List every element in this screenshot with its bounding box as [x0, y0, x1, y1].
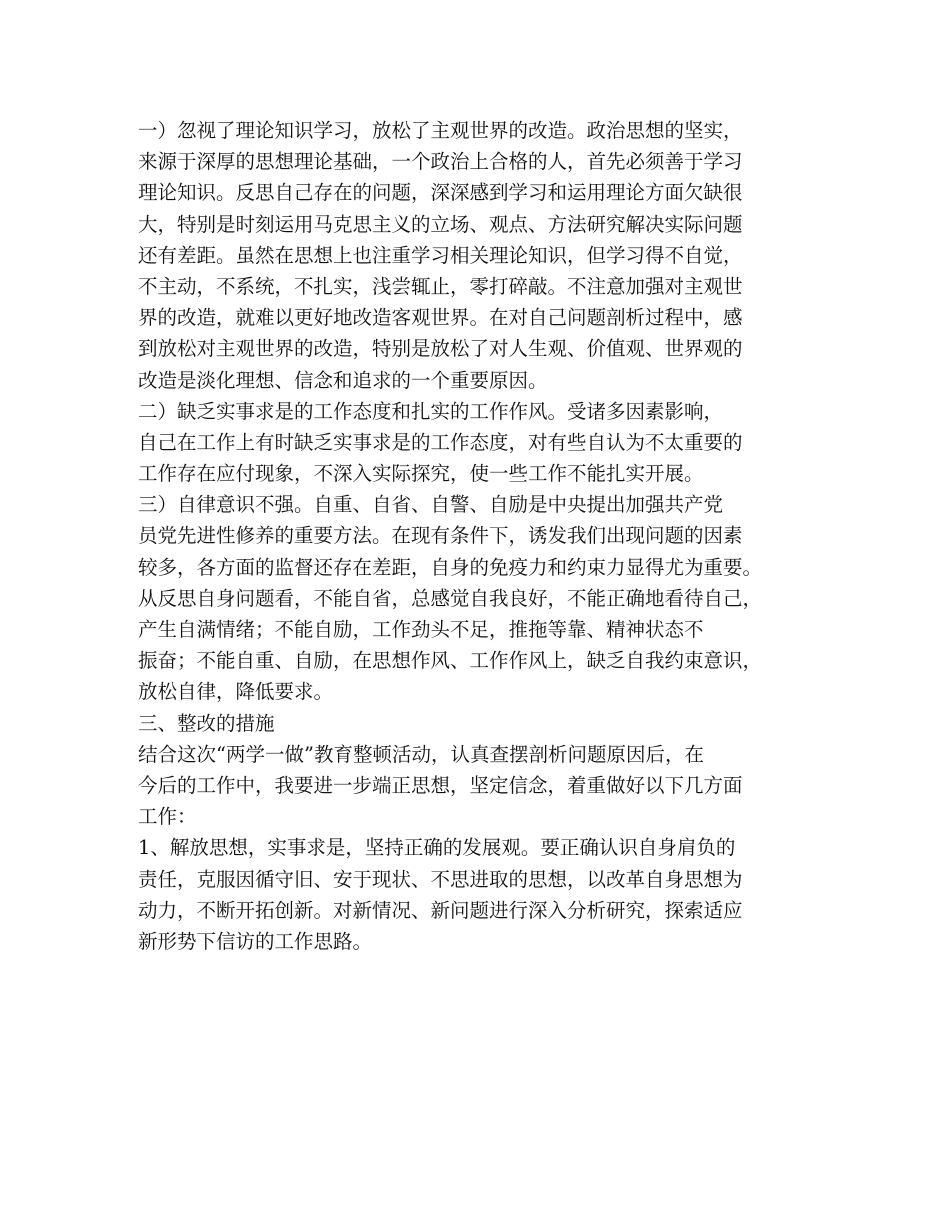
text-line: 结合这次“两学一做”教育整顿活动，认真查摆剖析问题原因后，在	[138, 742, 704, 766]
text-line: 员党先进性修养的重要方法。在现有条件下，诱发我们出现问题的因素	[138, 524, 743, 548]
text-line: 工作存在应付现象，不深入实际探究，使一些工作不能扎实开展。	[138, 462, 704, 486]
text-line: 到放松对主观世界的改造，特别是放松了对人生观、价值观、世界观的	[138, 337, 743, 361]
text-line: 工作：	[138, 805, 197, 829]
text-line: 理论知识。反思自己存在的问题，深深感到学习和运用理论方面欠缺很	[138, 181, 743, 205]
text-line: 改造是淡化理想、信念和追求的一个重要原因。	[138, 368, 548, 392]
text-line: 今后的工作中，我要进一步端正思想，坚定信念，着重做好以下几方面	[138, 773, 743, 797]
document-body	[138, 115, 838, 957]
text-line: 大，特别是时刻运用马克思主义的立场、观点、方法研究解决实际问题	[138, 212, 743, 236]
text-line: 还有差距。虽然在思想上也注重学习相关理论知识，但学习得不自觉，	[138, 243, 743, 267]
text-line: 1、解放思想，实事求是，坚持正确的发展观。要正确认识自身肩负的	[138, 836, 736, 860]
text-line: 振奋；不能自重、自励，在思想作风、工作作风上，缺乏自我约束意识，	[138, 649, 763, 673]
text-line: 不主动，不系统，不扎实，浅尝辄止，零打碎敲。不注意加强对主观世	[138, 274, 743, 298]
text-line: 新形势下信访的工作思路。	[138, 929, 373, 953]
text-line: 较多，各方面的监督还存在差距，自身的免疫力和约束力显得尤为重要。	[138, 555, 763, 579]
text-line: 界的改造，就难以更好地改造客观世界。在对自己问题剖析过程中，感	[138, 306, 743, 330]
text-line: 一）忽视了理论知识学习，放松了主观世界的改造。政治思想的坚实，	[138, 119, 743, 142]
text-line: 放松自律，降低要求。	[138, 680, 334, 704]
text-line: 二）缺乏实事求是的工作态度和扎实的工作作风。受诸多因素影响，	[138, 399, 724, 423]
text-line: 动力，不断开拓创新。对新情况、新问题进行深入分析研究，探索适应	[138, 898, 743, 922]
text-line: 从反思自身问题看，不能自省，总感觉自我良好，不能正确地看待自己，	[138, 586, 763, 610]
text-line: 自己在工作上有时缺乏实事求是的工作态度，对有些自认为不太重要的	[138, 430, 743, 454]
text-line: 来源于深厚的思想理论基础，一个政治上合格的人，首先必须善于学习	[138, 150, 743, 174]
text-line: 三）自律意识不强。自重、自省、自警、自励是中央提出加强共产党	[138, 493, 724, 517]
text-line: 产生自满情绪；不能自励，工作劲头不足，推拖等靠、精神状态不	[138, 618, 704, 641]
text-line: 责任，克服因循守旧、安于现状、不思进取的思想，以改革自身思想为	[138, 867, 743, 891]
text-line: 三、整改的措施	[138, 711, 275, 735]
